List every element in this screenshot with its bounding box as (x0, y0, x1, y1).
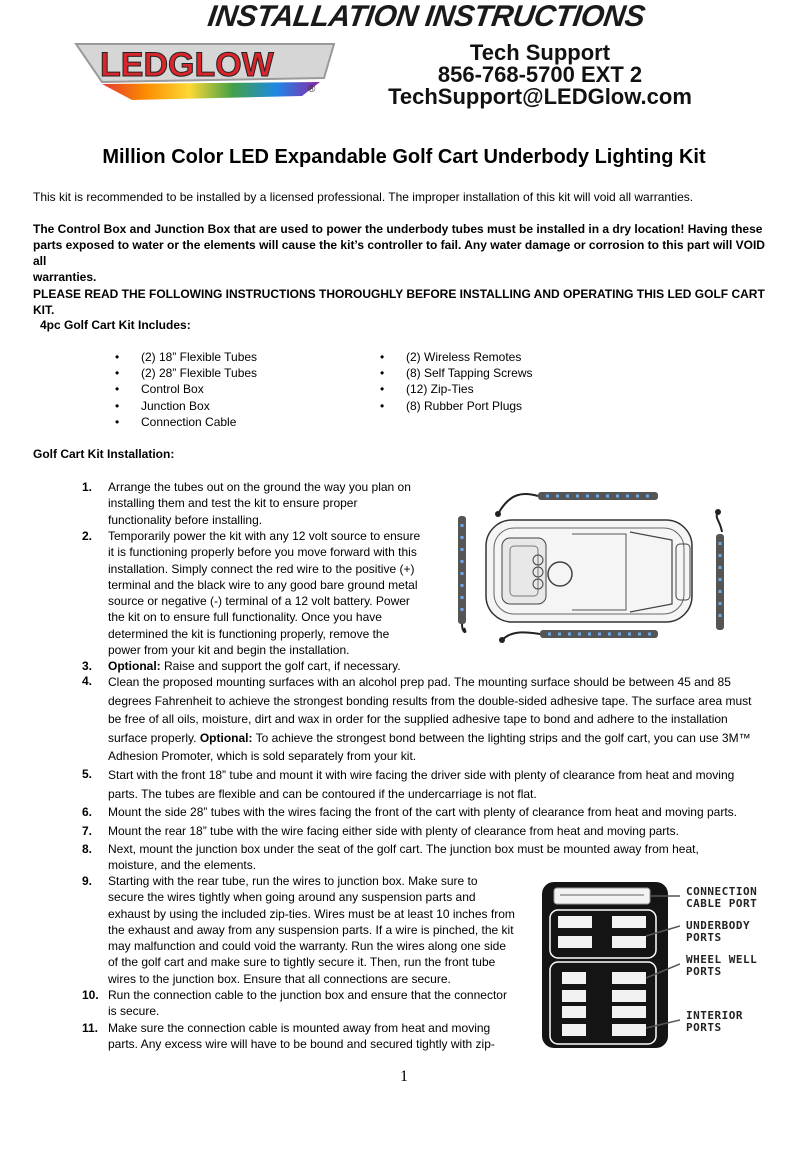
label-line: UNDERBODY (686, 919, 751, 932)
step-line: determined the kit is functioning properly, remove the (108, 626, 390, 641)
label-line: CONNECTION (686, 885, 758, 898)
label-interior-ports (686, 1010, 743, 1034)
warning-line: The Control Box and Junction Box that are used to power the underbody tubes must be installed in a dry location! Having these (33, 222, 763, 236)
step-line: degrees Fahrenheit to achieve the strongest bonding results from the double-sided adhesive tape. The surface area must (108, 693, 752, 708)
support-heading: Tech Support (469, 40, 611, 65)
step-number: 6. (82, 805, 93, 819)
list-item: • (8) Rubber Port Plugs (380, 398, 640, 414)
step-text: Raise and support the golf cart, if necessary. (160, 659, 401, 673)
step-line: Clean the proposed mounting surfaces with an alcohol prep pad. The mounting surface should be between 45 and 85 (108, 675, 731, 689)
dry-location-warning (33, 221, 773, 285)
registered-mark: ® (308, 84, 316, 95)
list-item: • (12) Zip-Ties (380, 381, 640, 397)
label-underbody-ports (686, 920, 750, 944)
step-line: Run the connection cable to the junction box and ensure that the connector (108, 988, 507, 1002)
label-line: INTERIOR (686, 1009, 743, 1022)
tech-support-block (380, 42, 700, 108)
step-number: 2. (82, 529, 93, 543)
step-number: 8. (82, 842, 93, 856)
label-line: PORTS (686, 1021, 722, 1034)
step-line: Temporarily power the kit with any 12 volt source to ensure (108, 529, 421, 543)
kit-list-right (380, 349, 640, 414)
step-line: Start with the front 18” tube and mount it with wire facing the driver side with plenty of clearance from heat and moving (108, 768, 735, 782)
step-line: moisture, and the elements. (108, 858, 257, 873)
step-number: 9. (82, 874, 93, 888)
step-line: Starting with the rear tube, run the wires to junction box. Make sure to (108, 874, 478, 888)
step-number: 4. (82, 674, 93, 688)
step-text: Mount the rear 18” tube with the wire facing either side with plenty of clearance from heat and moving parts. (108, 824, 679, 838)
step-line: parts. The tubes are flexible and can be contoured if the undercarriage is not flat. (108, 786, 537, 801)
step-line: terminal and the black wire to any good bare ground metal (108, 577, 418, 592)
step-number: 5. (82, 767, 93, 781)
step-line: functionality before installing. (108, 512, 263, 527)
step-line: wires to the junction box. Ensure that all connections are secure. (108, 971, 451, 986)
ledglow-logo (62, 38, 344, 108)
label-connection-cable-port (686, 886, 757, 910)
step-text: Mount the side 28” tubes with the wires facing the front of the cart with plenty of clearance from heat and moving parts. (108, 805, 737, 819)
step-line: exhaust by using the included zip-ties. Wires must be at least 10 inches from (108, 906, 515, 921)
step-line: Make sure the connection cable is mounted away from heat and moving (108, 1021, 491, 1035)
label-line: WHEEL WELL (686, 953, 758, 966)
list-item: • (2) 28” Flexible Tubes (115, 365, 345, 381)
step-line: be free of all oils, moisture, dirt and wax in order for the supplied adhesive tape to bond and adhere to the installation (108, 712, 728, 727)
installation-heading: Golf Cart Kit Installation: (33, 447, 175, 461)
logo-graphic (62, 38, 344, 108)
support-email: TechSupport@LEDGlow.com (388, 84, 692, 109)
step-line (108, 729, 752, 748)
header-title: INSTALLATION INSTRUCTIONS (205, 0, 647, 33)
list-item: • Connection Cable (115, 414, 345, 430)
step-number: 3. (82, 659, 93, 673)
step-text: To achieve the strongest bond between the lighting strips and the golf cart, you can use 3M™ (252, 730, 751, 745)
step-number: 7. (82, 824, 93, 838)
step-line: installation. Simply connect the red wire to the positive (+) (108, 561, 415, 576)
label-line: CABLE PORT (686, 897, 758, 910)
step-line: is secure. (108, 1004, 160, 1019)
optional-label: Optional: (108, 659, 161, 673)
step-line: parts. Any excess wire will have to be bound and secured tightly with zip- (108, 1037, 495, 1052)
step-line: Next, mount the junction box under the seat of the golf cart. The junction box must be mounted away from heat, (108, 842, 699, 856)
list-item: • (2) Wireless Remotes (380, 349, 640, 365)
step-number: 10. (82, 988, 99, 1002)
step-number: 1. (82, 480, 93, 494)
label-line: PORTS (686, 965, 722, 978)
kit-list-left (115, 349, 345, 430)
step-line: power from your kit and begin the installation. (108, 643, 350, 658)
logo-text: LEDGLOW (100, 46, 274, 84)
kit-includes-heading: 4pc Golf Cart Kit Includes: (40, 318, 191, 332)
warning-line: parts exposed to water or the elements will cause the kit’s controller to fail. Any water damage or corrosion to this part will VOID all (33, 238, 765, 268)
optional-label: Optional: (199, 730, 253, 745)
page-number: 1 (400, 1068, 408, 1085)
step-text: surface properly. (108, 730, 200, 745)
label-wheel-well-ports (686, 954, 757, 978)
step-number: 11. (82, 1021, 99, 1035)
step-line: of the golf cart and make sure to tightly secure it. Then, run the front tube (108, 955, 496, 970)
golf-cart-diagram (450, 484, 740, 652)
list-item: • Control Box (115, 381, 345, 397)
list-item: • (2) 18” Flexible Tubes (115, 349, 345, 365)
step-line: secure the wires tightly when going around any suspension parts and (108, 890, 476, 905)
intro-paragraph: This kit is recommended to be installed by a licensed professional. The improper installation of this kit will void all warranties. (33, 190, 694, 204)
step-line: it is functioning properly before you move forward with this (108, 545, 417, 560)
list-item: • (8) Self Tapping Screws (380, 365, 640, 381)
step-line: source or negative (-) terminal of a 12 volt battery. Power (108, 594, 410, 609)
step-line: the exhaust and away from any suspension parts. If a wire is pinched, the kit (108, 922, 514, 937)
support-phone: 856-768-5700 EXT 2 (437, 62, 643, 87)
step-line: Arrange the tubes out on the ground the way you plan on (108, 480, 411, 494)
label-line: PORTS (686, 931, 722, 944)
junction-box-diagram (540, 880, 680, 1050)
step-line: installing them and test the kit to ensure proper (108, 496, 358, 511)
step-line: the kit on to ensure full functionality. Once you have (108, 610, 382, 625)
document-title: Million Color LED Expandable Golf Cart Underbody Lighting Kit (102, 146, 706, 168)
step-line: may malfunction and could void the warranty. Run the wires along one side (108, 939, 506, 954)
warning-line: warranties. (33, 270, 97, 284)
step-line: Adhesion Promoter, which is sold separately from your kit. (108, 749, 417, 764)
read-instructions-notice: PLEASE READ THE FOLLOWING INSTRUCTIONS THOROUGHLY BEFORE INSTALLING AND OPERATING THIS LED GOLF CART KIT. (33, 287, 765, 317)
list-item: • Junction Box (115, 398, 345, 414)
